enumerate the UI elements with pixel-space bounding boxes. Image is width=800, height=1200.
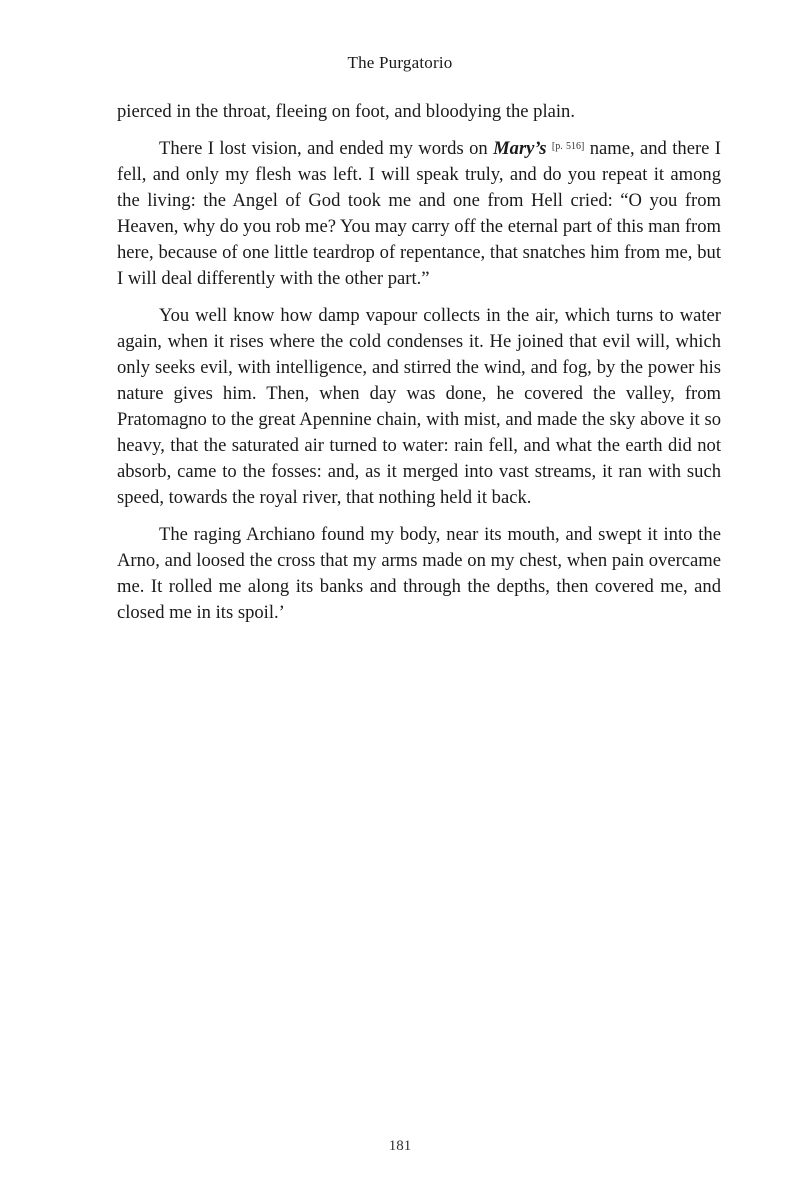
emphasized-name: Mary’s bbox=[493, 138, 547, 159]
body-text bbox=[117, 99, 721, 637]
page-reference-marker: [p. 516] bbox=[551, 141, 585, 152]
paragraph-4: The raging Archiano found my body, near its mouth, and swept it into the Arno, and loosed the cross that my arms made on my chest, when pain overcame me. It rolled me along its banks and through the depths, then covered me, and closed me in its spoil.’ bbox=[117, 524, 721, 623]
paragraph-2-text-after: name, and there I fell, and only my flesh was left. I will speak truly, and do you repeat it among the living: the Angel of God took me and one from Hell cried: “O you from Heaven, why do you rob me? You may carry off the eternal part of this man from here, because of one little teardrop of repentance, that snatches him from me, but I will deal differently with the other part.” bbox=[117, 138, 721, 289]
running-head: The Purgatorio bbox=[347, 53, 453, 72]
paragraph-2-text-before: There I lost vision, and ended my words on bbox=[159, 138, 494, 159]
paragraph-3: You well know how damp vapour collects in the air, which turns to water again, when it rises where the cold condenses it. He joined that evil will, which only seeks evil, with intelligence, and stirred the wind, and fog, by the power his nature gives him. Then, when day was done, he covered the valley, from Pratomagno to the great Apennine chain, with mist, and made the sky above it so heavy, that the saturated air turned to water: rain fell, and what the earth did not absorb, came to the fosses: and, as it merged into vast streams, it ran with such speed, towards the royal river, that nothing held it back. bbox=[117, 305, 721, 508]
page-number: 181 bbox=[388, 1138, 412, 1154]
paragraph-1: pierced in the throat, fleeing on foot, and bloodying the plain. bbox=[117, 101, 576, 122]
paragraph-2 bbox=[117, 136, 721, 292]
